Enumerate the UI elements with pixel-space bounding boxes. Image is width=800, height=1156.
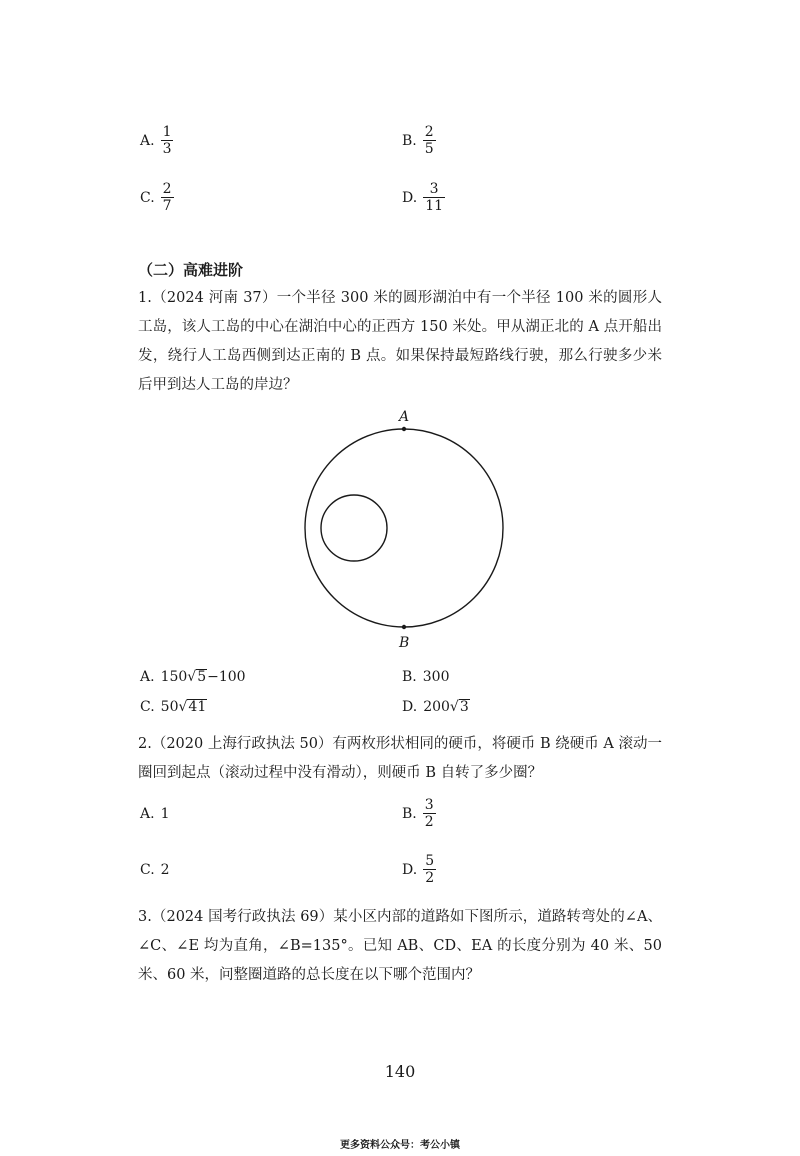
option-coef: 150 xyxy=(160,669,188,685)
point-b-label: B xyxy=(399,635,410,651)
sqrt-symbol: √ xyxy=(178,699,188,715)
option-label: C. xyxy=(140,862,155,878)
option-tail: −100 xyxy=(207,669,246,685)
radicand: 41 xyxy=(188,699,207,715)
numerator: 3 xyxy=(424,797,434,813)
numerator: 2 xyxy=(162,181,172,197)
option-coef: 50 xyxy=(160,699,179,715)
sqrt-symbol: √ xyxy=(187,669,197,685)
option-value: 1 xyxy=(160,806,170,822)
q2-option-c[interactable] xyxy=(140,862,170,878)
option-value: 2 xyxy=(160,862,170,878)
prev-option-d[interactable] xyxy=(402,181,445,214)
page-number: 140 xyxy=(384,1062,416,1081)
fraction xyxy=(423,124,436,157)
denominator: 5 xyxy=(424,141,434,157)
point-b-dot xyxy=(402,625,406,629)
option-label: B. xyxy=(402,132,417,149)
option-label: A. xyxy=(140,669,155,685)
denominator: 7 xyxy=(162,198,172,214)
option-label: B. xyxy=(402,669,417,685)
radicand: 5 xyxy=(197,669,207,685)
option-label: A. xyxy=(140,132,155,149)
q1-option-c[interactable] xyxy=(140,699,207,715)
fraction xyxy=(161,181,174,214)
fraction xyxy=(423,853,436,886)
q2-option-d[interactable] xyxy=(402,853,436,886)
numerator: 1 xyxy=(162,124,172,140)
fraction xyxy=(161,124,174,157)
lake-island-figure xyxy=(290,404,520,654)
fraction xyxy=(423,797,436,830)
lake-circle xyxy=(305,429,503,627)
numerator: 3 xyxy=(429,181,439,197)
denominator: 11 xyxy=(425,198,444,214)
option-label: D. xyxy=(402,861,418,878)
option-value: 300 xyxy=(422,669,450,685)
island-circle xyxy=(321,495,387,561)
prev-option-c[interactable] xyxy=(140,181,174,214)
question-3-text: 3.（2024 国考行政执法 69）某小区内部的道路如下图所示，道路转弯处的∠A、∠C、∠E 均为直角，∠B=135°。已知 AB、CD、EA 的长度分别为 40 米、50 米、60 米，问整圈道路的总长度在以下哪个范围内？ xyxy=(138,909,662,983)
denominator: 2 xyxy=(424,814,434,830)
question-1-text: 1.（2024 河南 37）一个半径 300 米的圆形湖泊中有一个半径 100 米的圆形人工岛，该人工岛的中心在湖泊中心的正西方 150 米处。甲从湖正北的 A 点开船出发，绕行人工岛西侧到达正南的 B 点。如果保持最短路线行驶，那么行驶多少米后甲到达人工岛的岸边？ xyxy=(138,290,662,393)
option-label: B. xyxy=(402,805,417,822)
q1-option-a[interactable] xyxy=(140,669,246,685)
q2-option-b[interactable] xyxy=(402,797,436,830)
section-title: （二）高难进阶 xyxy=(138,261,244,279)
q1-option-d[interactable] xyxy=(402,699,470,715)
sqrt-symbol: √ xyxy=(449,699,459,715)
denominator: 3 xyxy=(162,141,172,157)
numerator: 5 xyxy=(425,853,435,869)
denominator: 2 xyxy=(425,870,435,886)
fraction xyxy=(423,181,445,214)
option-label: D. xyxy=(402,189,418,206)
q2-option-a[interactable] xyxy=(140,806,169,822)
point-a-dot xyxy=(402,427,406,431)
numerator: 2 xyxy=(424,124,434,140)
point-a-label: A xyxy=(399,409,410,425)
option-coef: 200 xyxy=(423,699,450,715)
q1-option-b[interactable] xyxy=(402,669,449,685)
option-label: C. xyxy=(140,189,155,206)
option-label: A. xyxy=(140,806,155,822)
footer-text: 更多资料公众号：考公小镇 xyxy=(340,1140,460,1151)
question-2-text: 2.（2020 上海行政执法 50）有两枚形状相同的硬币，将硬币 B 绕硬币 A 滚动一圈回到起点（滚动过程中没有滑动），则硬币 B 自转了多少圈？ xyxy=(138,736,662,781)
option-label: D. xyxy=(402,699,418,715)
radicand: 3 xyxy=(459,699,469,715)
prev-option-a[interactable] xyxy=(140,124,173,157)
prev-option-b[interactable] xyxy=(402,124,436,157)
option-label: C. xyxy=(140,699,155,715)
